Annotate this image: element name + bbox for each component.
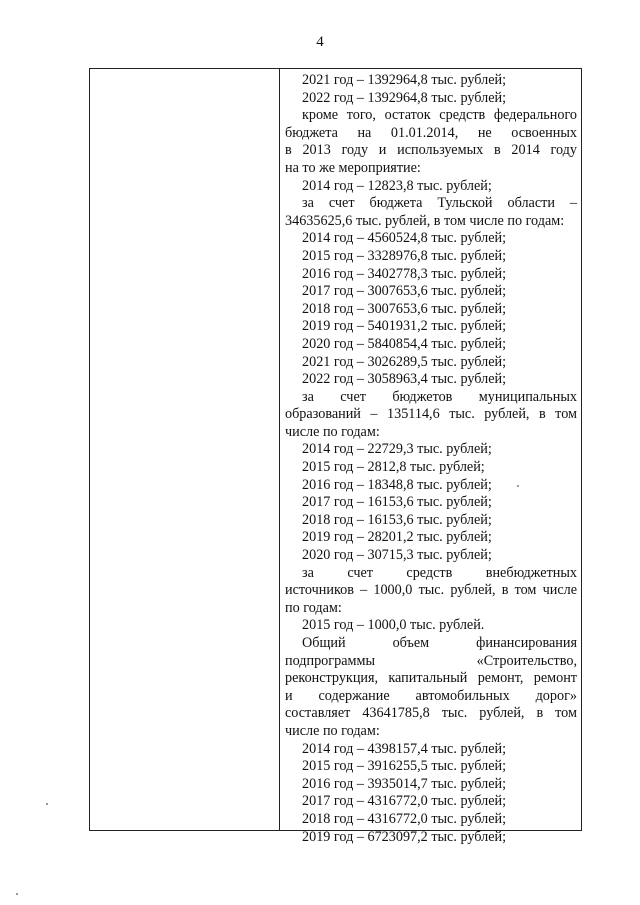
funding-line: составляет 43641785,8 тыс. рублей, в том [285,705,577,722]
funding-line: 2014 год – 22729,3 тыс. рублей; [302,441,492,458]
scan-speck [16,893,18,895]
funding-line: числе по годам: [285,722,380,739]
funding-line: 2022 год – 1392964,8 тыс. рублей; [302,89,507,106]
funding-line: на то же мероприятие: [285,159,421,176]
funding-line: 2021 год – 3026289,5 тыс. рублей; [302,353,507,370]
funding-line: 2018 год – 4316772,0 тыс. рублей; [302,810,507,827]
funding-line: 2015 год – 1000,0 тыс. рублей. [302,617,485,634]
funding-line: 2015 год – 3916255,5 тыс. рублей; [302,758,507,775]
funding-line: реконструкция, капитальный ремонт, ремонт [285,670,577,687]
funding-line: 2019 год – 6723097,2 тыс. рублей; [302,828,507,845]
funding-line: 2021 год – 1392964,8 тыс. рублей; [302,72,507,88]
funding-line: бюджета на 01.01.2014, не освоенных [285,124,577,141]
scan-speck [46,803,48,805]
funding-line: 2017 год – 4316772,0 тыс. рублей; [302,793,507,810]
page-number: 4 [316,34,324,50]
funding-line: по годам: [285,599,342,616]
funding-line: и содержание автомобильных дорог» [285,687,577,704]
funding-line: за счет бюджета Тульской области – [302,195,577,212]
funding-line: Общий объем финансирования [302,635,577,651]
funding-line: числе по годам: [285,423,380,440]
funding-line: 2014 год – 12823,8 тыс. рублей; [302,177,492,194]
funding-line: образований – 135114,6 тыс. рублей, в том [285,406,577,423]
funding-line: 2014 год – 4560524,8 тыс. рублей; [302,230,507,247]
funding-line: в 2013 году и используемых в 2014 году [285,142,577,159]
funding-line: 2018 год – 3007653,6 тыс. рублей; [302,300,507,317]
funding-line: 2017 год – 3007653,6 тыс. рублей; [302,283,507,300]
funding-line: за счет средств внебюджетных [302,564,577,581]
funding-line: за счет бюджетов муниципальных [302,388,577,405]
funding-line: 2014 год – 4398157,4 тыс. рублей; [302,740,507,757]
funding-line: 2017 год – 16153,6 тыс. рублей; [302,494,492,511]
funding-line: 2022 год – 3058963,4 тыс. рублей; [302,371,507,388]
funding-line: 2016 год – 18348,8 тыс. рублей; [302,476,492,493]
funding-line: 2018 год – 16153,6 тыс. рублей; [302,511,492,528]
funding-line: 2020 год – 30715,3 тыс. рублей; [302,547,492,564]
funding-line: 2016 год – 3402778,3 тыс. рублей; [302,265,507,282]
funding-line: 2019 год – 5401931,2 тыс. рублей; [302,318,507,335]
funding-table [89,68,582,845]
funding-line: кроме того, остаток средств федерального [302,107,577,124]
funding-line: источников – 1000,0 тыс. рублей, в том числе [285,582,577,599]
funding-line: 34635625,6 тыс. рублей, в том числе по годам: [285,212,565,229]
funding-line: 2016 год – 3935014,7 тыс. рублей; [302,775,507,792]
column-divider [279,69,280,830]
scan-speck [517,485,519,487]
funding-line: подпрограммы «Строительство, [285,652,577,669]
funding-line: 2020 год – 5840854,4 тыс. рублей; [302,335,507,352]
funding-text-cell [285,72,577,846]
funding-line: 2019 год – 28201,2 тыс. рублей; [302,529,492,546]
funding-line: 2015 год – 3328976,8 тыс. рублей; [302,247,507,264]
funding-line: 2015 год – 2812,8 тыс. рублей; [302,459,485,476]
